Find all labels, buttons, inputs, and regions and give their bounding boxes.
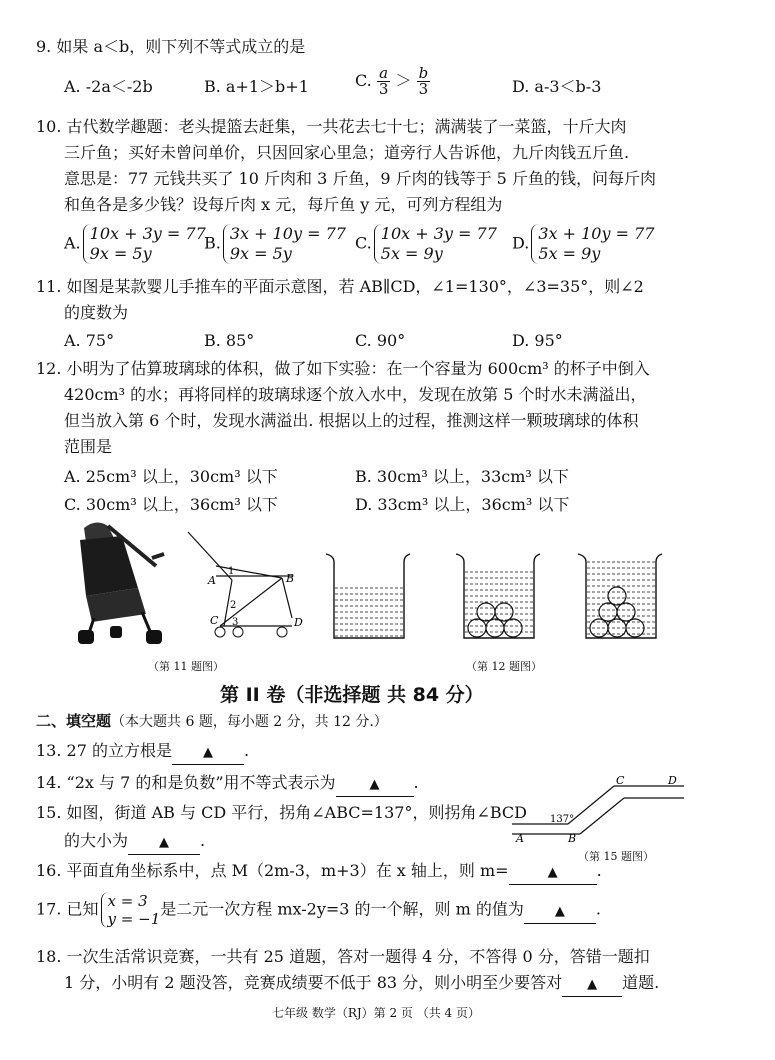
angle-2-label: 2 xyxy=(230,600,237,611)
equation-system-d: 3x + 10y = 77 5x = 9y xyxy=(531,224,654,264)
q10-option-c: C. 10x + 3y = 77 5x = 9y xyxy=(355,224,497,263)
q12-option-b: B. 30cm³ 以上，33cm³ 以下 xyxy=(355,467,569,486)
q11-option-a: A. 75° xyxy=(64,331,115,350)
fraction-b-over-3: $\frac{b}{3}$ xyxy=(418,64,429,98)
q10-option-b: B. 3x + 10y = 77 9x = 5y xyxy=(204,224,346,263)
greater-than-sign: ＞ xyxy=(395,71,412,90)
q11-line-1: 11. 如图是某款婴儿手推车的平面示意图，若 AB∥CD，∠1=130°，∠3=35°，则∠2 xyxy=(36,277,644,296)
q9-option-c-label: C. xyxy=(355,71,372,90)
beaker-with-balls xyxy=(450,550,546,644)
q16-blank: ▲ xyxy=(509,860,597,885)
q12-option-c: C. 30cm³ 以上，36cm³ 以下 xyxy=(64,495,278,514)
section-2-title: 第 II 卷（非选择题 共 84 分） xyxy=(220,684,484,706)
q10-option-a: A. 10x + 3y = 77 9x = 5y xyxy=(64,224,206,263)
part-2-title: 二、填空题 xyxy=(36,712,112,730)
q12-line-3: 但当放入第 6 个时，发现水满溢出. 根据以上的过程，推测这样一颗玻璃球的体积 xyxy=(64,411,639,430)
page-footer: 七年级 数学（RJ）第 2 页 （共 4 页） xyxy=(272,1006,481,1020)
q15-line-2: 的大小为 ▲ . xyxy=(64,830,205,855)
angle-1-label: 1 xyxy=(228,566,235,577)
q9-option-a: A. -2a＜-2b xyxy=(64,77,153,96)
point-a-label: A xyxy=(208,574,216,587)
street-diagram xyxy=(508,772,688,842)
point-c-label: C xyxy=(210,614,219,627)
q12-line-1: 12. 小明为了估算玻璃球的体积，做了如下实验：在一个容量为 600cm³ 的杯子中倒入 xyxy=(36,359,650,378)
part-2-note: （本大题共 6 题，每小题 2 分，共 12 分.） xyxy=(111,714,388,730)
q9-stem: 9. 如果 a＜b，则下列不等式成立的是 xyxy=(36,37,306,56)
point-b-label: B xyxy=(286,572,295,585)
angle-3-label: 3 xyxy=(232,617,239,628)
equation-system-b: 3x + 10y = 77 9x = 5y xyxy=(223,224,346,264)
q11-option-c: C. 90° xyxy=(355,331,406,350)
q16-line: 16. 平面直角坐标系中，点 M（2m-3，m+3）在 x 轴上，则 m= ▲ . xyxy=(36,860,602,885)
q17-blank: ▲ xyxy=(524,899,596,924)
stroller-photo xyxy=(66,518,176,648)
q15-blank: ▲ xyxy=(128,830,200,855)
q10-option-d: D. 3x + 10y = 77 5x = 9y xyxy=(512,224,655,263)
figure-12-caption: （第 12 题图） xyxy=(466,660,542,673)
q12-option-d: D. 33cm³ 以上，36cm³ 以下 xyxy=(355,495,570,514)
point-d-label-15: D xyxy=(668,774,677,787)
q18-blank: ▲ xyxy=(562,972,622,997)
q12-line-4: 范围是 xyxy=(64,437,113,456)
q9-option-b: B. a+1＞b+1 xyxy=(204,77,309,96)
q18-line-1: 18. 一次生活常识竞赛，一共有 25 道题，答对一题得 4 分，不答得 0 分，答错一题扣 xyxy=(36,947,650,966)
q10-line-2: 三斤鱼；买好未曾问单价，只因回家心里急；道旁行人告诉他，九斤肉钱五斤鱼. xyxy=(64,143,630,162)
point-d-label: D xyxy=(294,616,303,629)
q14-line: 14. “2x 与 7 的和是负数”用不等式表示为 ▲ . xyxy=(36,772,419,797)
q17-line: 17. 已知 x = 3 y = −1 是二元一次方程 mx-2y=3 的一个解，则 m 的值为 ▲ . xyxy=(36,892,601,928)
q12-option-a: A. 25cm³ 以上，30cm³ 以下 xyxy=(64,467,278,486)
q9-option-c xyxy=(355,66,430,97)
stroller-diagram xyxy=(182,528,312,640)
equation-system-c: 10x + 3y = 77 5x = 9y xyxy=(374,224,497,264)
q10-line-4: 和鱼各是多少钱？设每斤肉 x 元，每斤鱼 y 元，可列方程组为 xyxy=(64,195,503,214)
q13-blank: ▲ xyxy=(172,740,244,765)
q17-stem: 17. 已知 xyxy=(36,899,99,919)
q14-stem: 14. “2x 与 7 的和是负数”用不等式表示为 xyxy=(36,773,336,792)
q9-option-d: D. a-3＜b-3 xyxy=(512,77,602,96)
fraction-a-over-3: $\frac{a}{3}$ xyxy=(378,64,389,98)
q13-stem: 13. 27 的立方根是 xyxy=(36,741,172,760)
q11-line-2: 的度数为 xyxy=(64,303,129,322)
q16-stem: 16. 平面直角坐标系中，点 M（2m-3，m+3）在 x 轴上，则 m= xyxy=(36,861,509,880)
q10-line-3: 意思是：77 元钱共买了 10 斤肉和 3 斤鱼，9 斤肉的钱等于 5 斤鱼的钱，问每斤肉 xyxy=(64,169,656,188)
beaker-empty xyxy=(320,550,416,644)
q10-line-1: 10. 古代数学趣题：老头提篮去赶集，一共花去七十七；满满装了一菜篮，十斤大肉 xyxy=(36,117,627,136)
q17-solution-system: x = 3 y = −1 xyxy=(101,892,161,928)
angle-137-label: 137° xyxy=(550,814,575,825)
beaker-overflow xyxy=(572,550,668,644)
q15-line-1: 15. 如图，街道 AB 与 CD 平行，拐角∠ABC=137°，则拐角∠BCD xyxy=(36,803,527,822)
q11-option-b: B. 85° xyxy=(204,331,255,350)
q18-line-2: 1 分，小明有 2 题没答，竞赛成绩要不低于 83 分，则小明至少要答对 ▲ 道题. xyxy=(64,972,659,997)
equation-system-a: 10x + 3y = 77 9x = 5y xyxy=(83,224,206,264)
q12-line-2: 420cm³ 的水；再将同样的玻璃球逐个放入水中，发现在放第 5 个时水未满溢出， xyxy=(64,385,647,404)
figure-15-caption: （第 15 题图） xyxy=(578,850,654,863)
q14-blank: ▲ xyxy=(336,772,414,797)
point-c-label-15: C xyxy=(616,774,625,787)
q13-line: 13. 27 的立方根是 ▲ . xyxy=(36,740,249,765)
figure-11-caption: （第 11 题图） xyxy=(148,660,224,673)
q11-option-d: D. 95° xyxy=(512,331,563,350)
point-a-label-15: A xyxy=(516,832,524,842)
point-b-label-15: B xyxy=(568,832,577,842)
part-2-heading xyxy=(36,710,388,733)
